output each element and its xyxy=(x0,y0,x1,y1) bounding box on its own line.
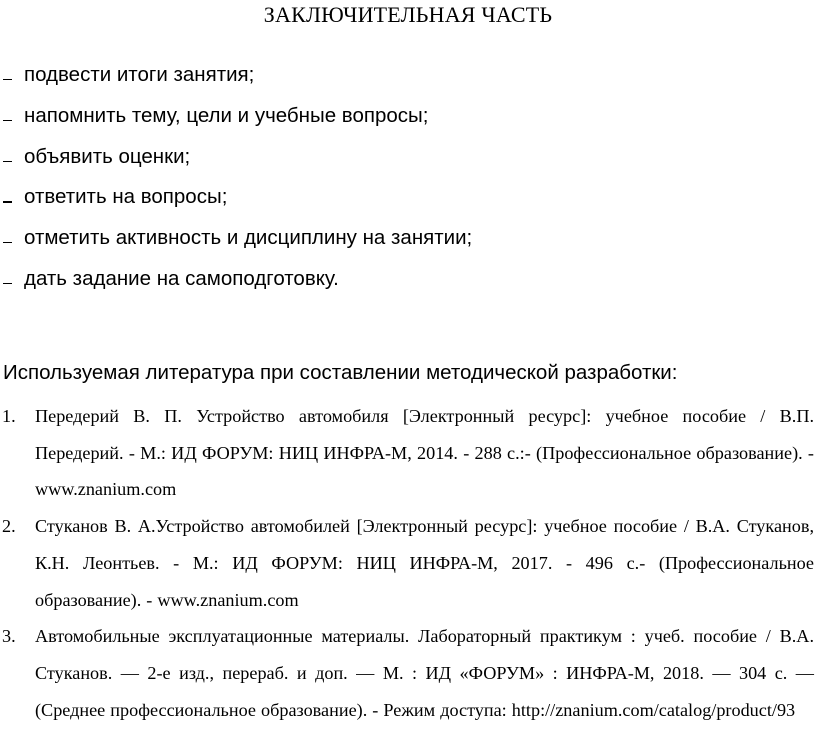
list-item xyxy=(0,57,816,98)
literature-item-text: Автомобильные эксплуатационные материалы. Лабораторный практикум : учеб. пособие / В.А. Стуканов. — 2-е изд., перераб. и доп. — М. : ИД «ФОРУМ» : ИНФРА-М, 2018. — 304 с. — (Среднее профессиональное образование). - Режим доступа: http://znanium.com/catalog/product/93 xyxy=(35,626,814,720)
list-item xyxy=(0,139,816,180)
list-item xyxy=(0,98,816,139)
page-title: ЗАКЛЮЧИТЕЛЬНАЯ ЧАСТЬ xyxy=(263,2,553,27)
dash-bullet-icon xyxy=(3,201,12,202)
literature-item xyxy=(0,508,816,618)
literature-heading: Используемая литература при составлении методической разработки: xyxy=(3,361,678,384)
task-text: объявить оценки; xyxy=(24,144,191,168)
literature-item-number: 1. xyxy=(2,406,16,426)
list-item xyxy=(0,179,816,220)
task-text: отметить активность и дисциплину на занятии; xyxy=(24,226,473,250)
list-item xyxy=(0,220,816,261)
dash-bullet-icon xyxy=(3,161,12,162)
task-text: подвести итоги занятия; xyxy=(24,63,255,86)
dash-bullet-icon xyxy=(3,283,12,284)
literature-item-number: 3. xyxy=(2,626,16,647)
dash-bullet-icon xyxy=(3,79,12,80)
task-text: дать задание на самоподготовку. xyxy=(24,266,339,290)
closing-tasks-list xyxy=(0,57,816,302)
task-text: напомнить тему, цели и учебные вопросы; xyxy=(24,103,429,127)
dash-bullet-icon xyxy=(3,120,12,121)
literature-item xyxy=(0,398,816,508)
dash-bullet-icon xyxy=(3,242,12,243)
task-text: ответить на вопросы; xyxy=(24,185,228,209)
literature-item-text: Стуканов В. А.Устройство автомобилей [Электронный ресурс]: учебное пособие / В.А. Стуканов, К.Н. Леонтьев. - М.: ИД ФОРУМ: НИЦ ИНФРА-М, 2017. - 496 с.- (Профессиональное образование). - www.znanium.com xyxy=(35,516,814,610)
literature-item-text: Передерий В. П. Устройство автомобиля [Электронный ресурс]: учебное пособие / В.П. Передерий. - М.: ИД ФОРУМ: НИЦ ИНФРА-М, 2014. - 288 с.:- (Профессиональное образование). - www.znanium.com xyxy=(35,406,814,500)
literature-item xyxy=(0,618,816,728)
literature-item-number: 2. xyxy=(2,516,16,537)
literature-list xyxy=(0,398,816,728)
list-item xyxy=(0,261,816,302)
